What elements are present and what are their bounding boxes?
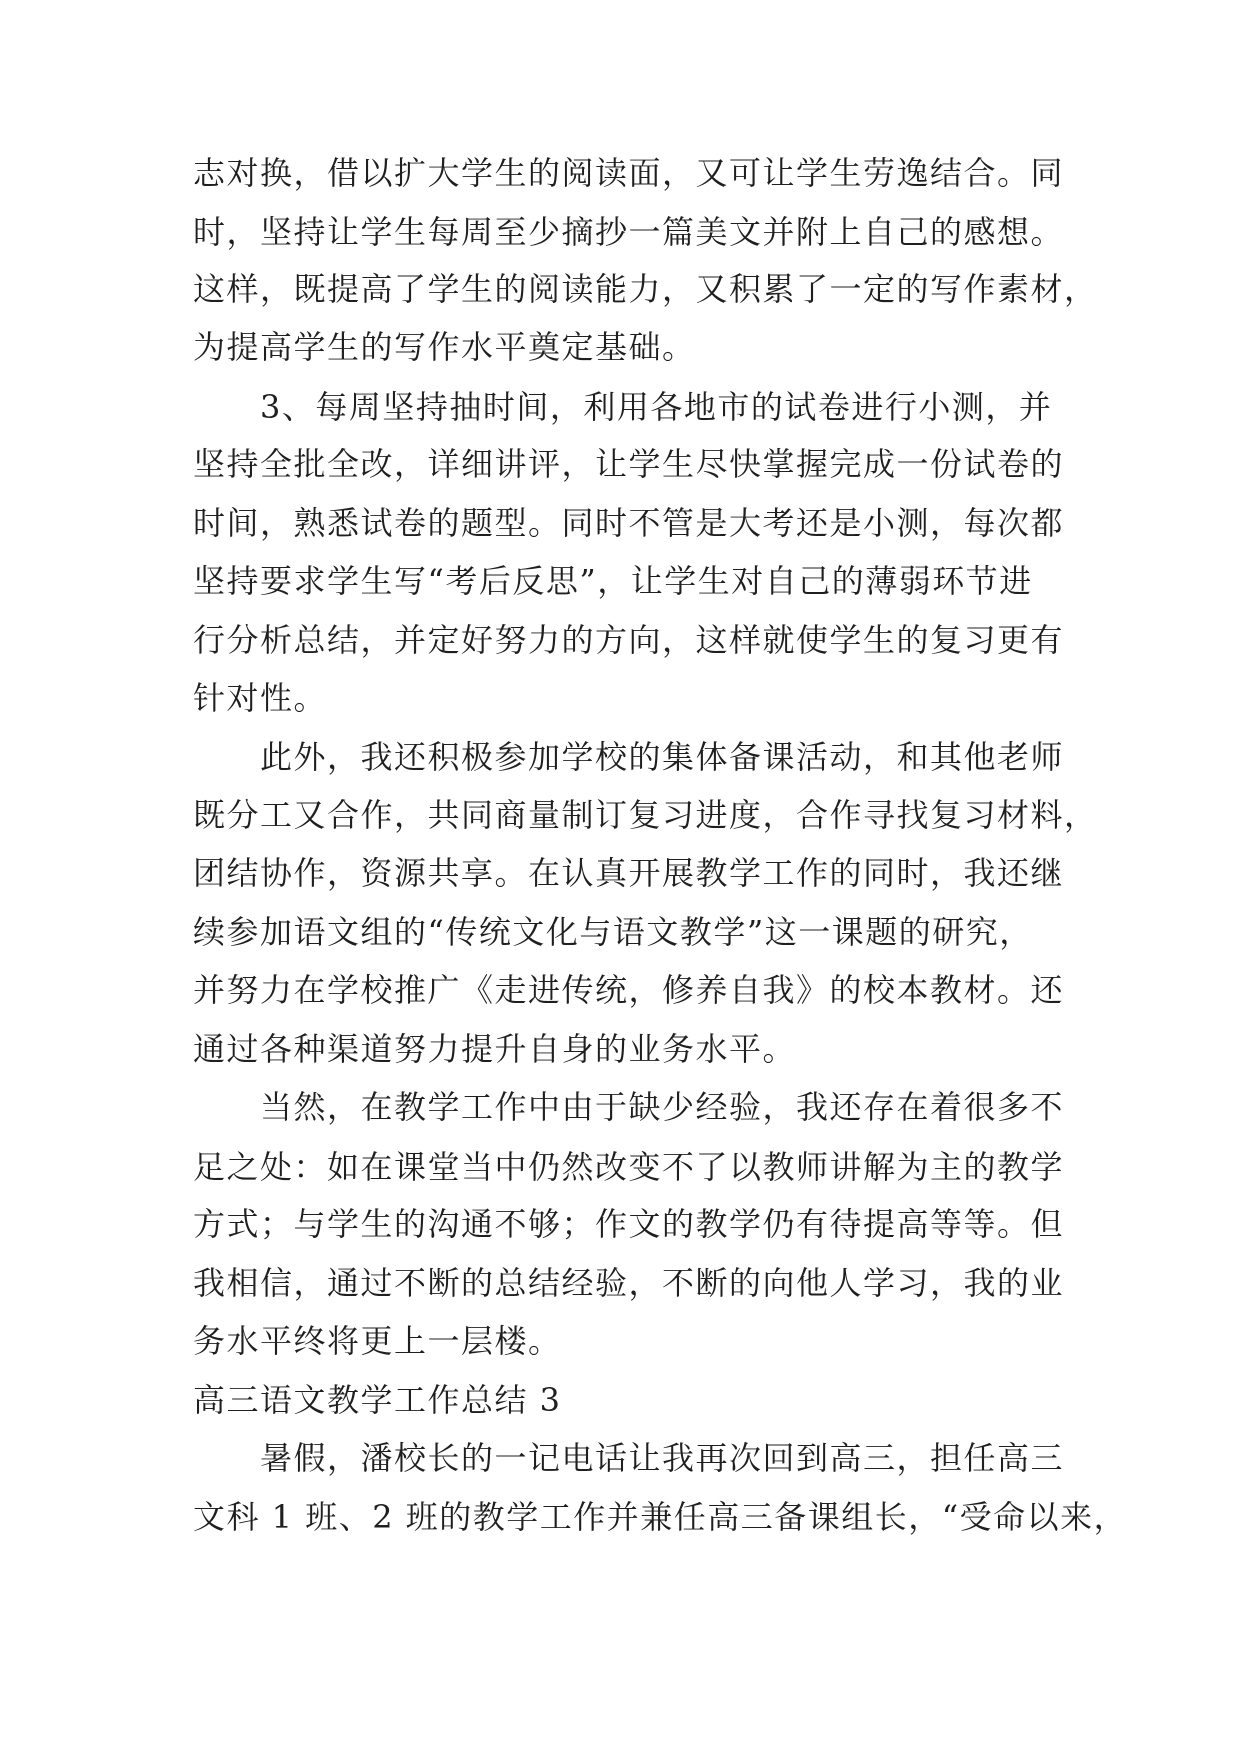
text-line: 针对性。 — [193, 679, 328, 717]
text-line: 3、每周坚持抽时间，利用各地市的试卷进行小测，并 — [193, 388, 1053, 426]
text-line: 行分析总结，并定好努力的方向，这样就使学生的复习更有 — [193, 621, 1065, 659]
text-line: 我相信，通过不断的总结经验，不断的向他人学习，我的业 — [193, 1264, 1065, 1302]
text-line: 当然，在教学工作中由于缺少经验，我还存在着很多不 — [193, 1088, 1065, 1126]
text-line: 为提高学生的写作水平奠定基础。 — [193, 328, 696, 366]
text-line: 并努力在学校推广《走进传统，修养自我》的校本教材。还 — [193, 971, 1065, 1009]
text-line: 暑假，潘校长的一记电话让我再次回到高三，担任高三 — [193, 1439, 1065, 1477]
section-heading: 高三语文教学工作总结 3 — [193, 1381, 562, 1419]
text-line: 既分工又合作，共同商量制订复习进度，合作寻找复习材料， — [193, 796, 1098, 834]
text-line: 通过各种渠道努力提升自身的业务水平。 — [193, 1030, 797, 1068]
text-line: 志对换，借以扩大学生的阅读面，又可让学生劳逸结合。同 — [193, 154, 1065, 192]
text-line: 时间，熟悉试卷的题型。同时不管是大考还是小测，每次都 — [193, 504, 1065, 542]
text-line: 务水平终将更上一层楼。 — [193, 1322, 562, 1360]
text-line: 方式；与学生的沟通不够；作文的教学仍有待提高等等。但 — [193, 1205, 1065, 1243]
text-line: 时，坚持让学生每周至少摘抄一篇美文并附上自己的感想。 — [193, 213, 1065, 251]
text-line: 这样，既提高了学生的阅读能力，又积累了一定的写作素材， — [193, 270, 1098, 308]
text-line: 此外，我还积极参加学校的集体备课活动，和其他老师 — [193, 738, 1065, 776]
text-line: 文科 1 班、2 班的教学工作并兼任高三备课组长，“受命以来， — [193, 1498, 1128, 1536]
text-line: 坚持全批全改，详细讲评，让学生尽快掌握完成一份试卷的 — [193, 445, 1065, 483]
text-line: 团结协作，资源共享。在认真开展教学工作的同时，我还继 — [193, 854, 1065, 892]
text-line: 坚持要求学生写“考后反思”，让学生对自己的薄弱环节进 — [193, 562, 1033, 600]
text-line: 续参加语文组的“传统文化与语文教学”这一课题的研究， — [193, 913, 1033, 951]
text-line: 足之处：如在课堂当中仍然改变不了以教师讲解为主的教学 — [193, 1148, 1065, 1186]
